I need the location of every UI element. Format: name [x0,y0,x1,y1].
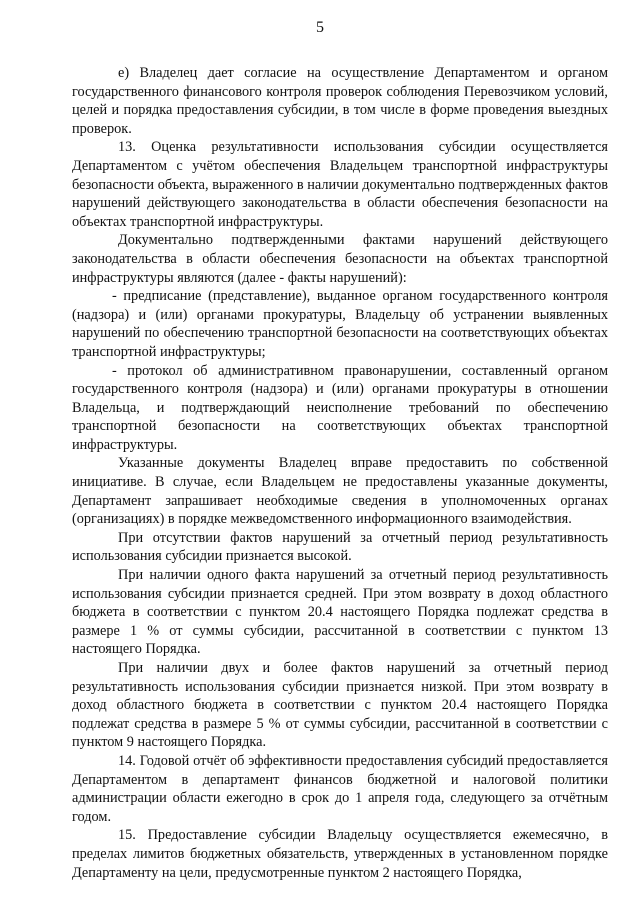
paragraph-low-effectiveness: При наличии двух и более фактов нарушений за отчетный период результативность использования субсидии признается низкой. При этом возврату в доход областного бюджета в соответствии с пунктом 20.4 настоящего Порядка подлежат средства в размере 5 % от суммы субсидии, рассчитанной в соответствии с пунктом 9 настоящего Порядка. [72,660,608,751]
paragraph-medium-effectiveness: При наличии одного факта нарушений за отчетный период результативность использования субсидии признается средней. При этом возврату в доход областного бюджета в соответствии с пунктом 20.4 настоящего Порядка подлежат средства в размере 1 % от суммы субсидии, рассчитанной в соответствии с пунктом 13 настоящего Порядка. [72,567,608,658]
list-item-prescription: - предписание (представление), выданное органом государственного контроля (надзора) и (или) органами прокуратуры, Владельцу об устранении выявленных нарушений по обеспечению транспортной безопасности на соответствующих объектах транспортной инфраструктуры; [72,288,608,360]
paragraph-high-effectiveness: При отсутствии фактов нарушений за отчетный период результативность использования субсидии признается высокой. [72,529,608,565]
paragraph-15: 15. Предоставление субсидии Владельцу осуществляется ежемесячно, в пределах лимитов бюджетных обязательств, утвержденных в установленном порядке Департаменту на цели, предусмотренные пунктом 2 настоящего Порядка, [72,827,608,881]
paragraph-violations-definition: Документально подтвержденными фактами нарушений действующего законодательства в области обеспечения безопасности на объектах транспортной инфраструктуры являются (далее - факты нарушений): [72,232,608,286]
paragraph-documents: Указанные документы Владелец вправе предоставить по собственной инициативе. В случае, если Владельцем не предоставлены указанные документы, Департамент запрашивает необходимые сведения в уполномоченных органах (организациях) в порядке межведомственного информационного взаимодействия. [72,455,608,528]
paragraph-13: 13. Оценка результативности использования субсидии осуществляется Департаментом с учётом обеспечения Владельцем транспортной инфраструктуры безопасности объекта, выраженного в наличии документально подтвержденных фактов нарушений действующего законодательства в области обеспечения безопасности на объектах транспортной инфраструктуры. [72,139,608,230]
list-item-protocol: - протокол об административном правонарушении, составленный органом государственного контроля (надзора) и (или) органами прокуратуры в отношении Владельца, и подтверждающий неисполнение требований по обеспечению транспортной безопасности на соответствующих объектах транспортной инфраструктуры. [72,362,608,453]
document-body [72,64,608,882]
paragraph-12e: е) Владелец дает согласие на осуществление Департаментом и органом государственного финансового контроля проверок соблюдения Перевозчиком условий, целей и порядка предоставления субсидии, в том числе в форме проведения выездных проверок. [72,65,608,137]
paragraph-14: 14. Годовой отчёт об эффективности предоставления субсидий предоставляется Департаментом в департамент финансов бюджетной и налоговой политики администрации области ежегодно в срок до 1 апреля года, следующего за отчётным годом. [72,752,608,825]
page-number: 5 [316,19,324,36]
